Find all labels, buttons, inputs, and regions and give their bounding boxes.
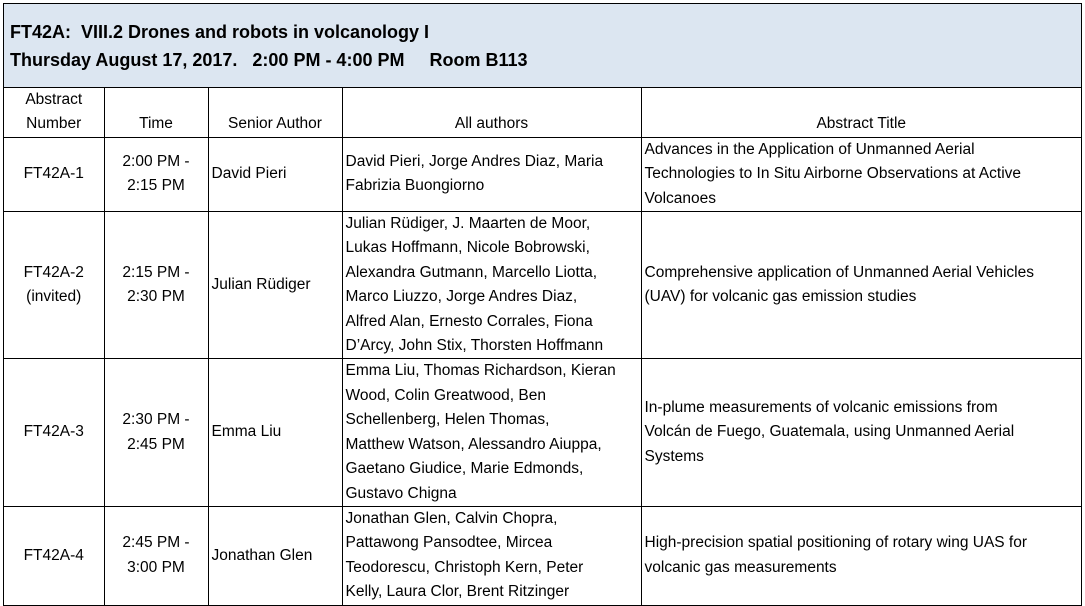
abstract-number-cell: FT42A-1 — [4, 137, 104, 211]
session-header — [4, 4, 1081, 88]
table-row — [4, 359, 1081, 506]
time-cell: 2:30 PM - 2:45 PM — [104, 359, 208, 506]
abstract-number-cell: FT42A-3 — [4, 359, 104, 506]
senior-author-cell: Julian Rüdiger — [208, 212, 342, 359]
table-row — [4, 506, 1081, 605]
all-authors-cell: Julian Rüdiger, J. Maarten de Moor, Lukas Hoffmann, Nicole Bobrowski, Alexandra Gutmann, Marcello Liotta, Marco Liuzzo, Jorge Andres Diaz, Alfred Alan, Ernesto Corrales, Fiona D’Arcy, John Stix, Thorsten Hoffmann — [342, 212, 641, 359]
session-sheet — [3, 3, 1082, 606]
senior-author-cell: Jonathan Glen — [208, 506, 342, 605]
abstract-title-cell: Comprehensive application of Unmanned Aerial Vehicles (UAV) for volcanic gas emission studies — [641, 212, 1081, 359]
abstract-title-cell: Advances in the Application of Unmanned Aerial Technologies to In Situ Airborne Observations at Active Volcanoes — [641, 137, 1081, 211]
session-schedule: Thursday August 17, 2017. 2:00 PM - 4:00 PM Room B113 — [10, 50, 528, 70]
abstract-title-cell: High-precision spatial positioning of rotary wing UAS for volcanic gas measurements — [641, 506, 1081, 605]
table-row — [4, 212, 1081, 359]
abstract-title-cell: In-plume measurements of volcanic emissions from Volcán de Fuego, Guatemala, using Unmanned Aerial Systems — [641, 359, 1081, 506]
senior-author-cell: Emma Liu — [208, 359, 342, 506]
time-cell: 2:00 PM - 2:15 PM — [104, 137, 208, 211]
abstract-number-cell: FT42A-4 — [4, 506, 104, 605]
all-authors-cell: Emma Liu, Thomas Richardson, Kieran Wood, Colin Greatwood, Ben Schellenberg, Helen Thomas, Matthew Watson, Alessandro Aiuppa, Gaetano Giudice, Marie Edmonds, Gustavo Chigna — [342, 359, 641, 506]
column-header-abstract-number: Abstract Number — [4, 88, 104, 137]
column-header-time: Time — [104, 88, 208, 137]
time-cell: 2:45 PM - 3:00 PM — [104, 506, 208, 605]
table-row — [4, 137, 1081, 211]
abstracts-table — [4, 88, 1081, 606]
column-header-all-authors: All authors — [342, 88, 641, 137]
time-cell: 2:15 PM - 2:30 PM — [104, 212, 208, 359]
senior-author-cell: David Pieri — [208, 137, 342, 211]
column-header-senior-author: Senior Author — [208, 88, 342, 137]
all-authors-cell: Jonathan Glen, Calvin Chopra, Pattawong Pansodtee, Mircea Teodorescu, Christoph Kern, Peter Kelly, Laura Clor, Brent Ritzinger — [342, 506, 641, 605]
column-header-abstract-title: Abstract Title — [641, 88, 1081, 137]
table-header-row — [4, 88, 1081, 137]
abstract-number-cell: FT42A-2 (invited) — [4, 212, 104, 359]
session-title: FT42A: VIII.2 Drones and robots in volcanology I — [10, 22, 430, 42]
all-authors-cell: David Pieri, Jorge Andres Diaz, Maria Fabrizia Buongiorno — [342, 137, 641, 211]
